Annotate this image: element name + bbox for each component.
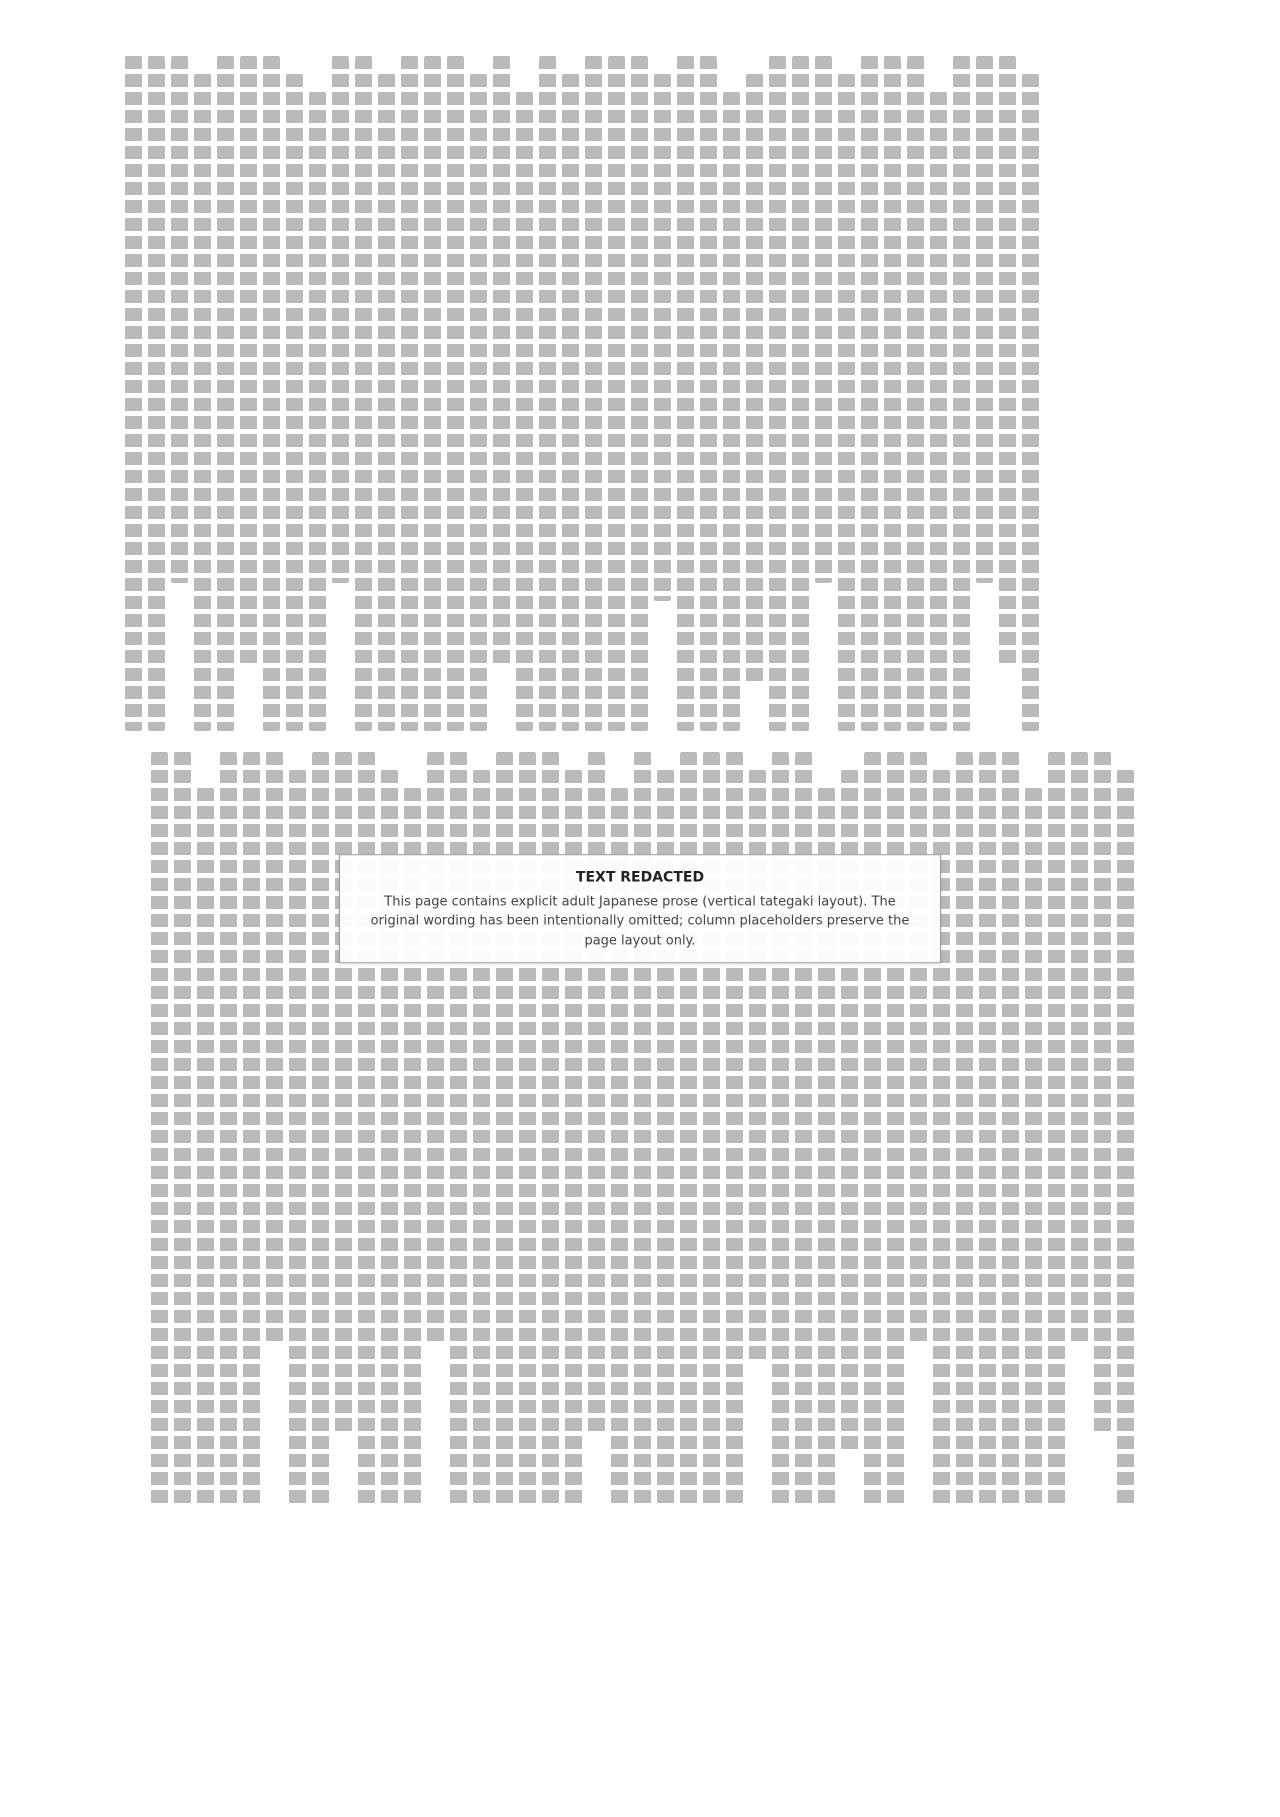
text-column	[953, 56, 970, 731]
text-column	[769, 56, 786, 731]
redaction-title: TEXT REDACTED	[575, 868, 705, 885]
text-column	[171, 56, 188, 583]
text-column	[1071, 752, 1088, 1342]
text-column	[243, 752, 260, 1508]
text-column	[723, 92, 740, 731]
text-column	[1002, 752, 1019, 1508]
text-column	[197, 788, 214, 1508]
text-column	[263, 56, 280, 731]
text-column	[266, 752, 283, 1342]
text-column	[220, 752, 237, 1508]
text-column	[979, 752, 996, 1508]
text-column	[585, 56, 602, 731]
text-column	[217, 56, 234, 731]
text-column	[838, 74, 855, 731]
text-column	[378, 74, 395, 731]
text-column	[746, 74, 763, 682]
text-column	[355, 56, 372, 731]
text-column	[792, 56, 809, 731]
text-column	[631, 56, 648, 731]
text-column	[174, 752, 191, 1508]
text-column	[976, 56, 993, 583]
text-column	[151, 752, 168, 1508]
text-column	[286, 74, 303, 731]
text-column	[677, 56, 694, 731]
text-column	[447, 56, 464, 731]
text-column	[1117, 770, 1134, 1508]
text-column	[562, 74, 579, 731]
text-column	[815, 56, 832, 583]
text-column	[332, 56, 349, 583]
text-column	[312, 752, 329, 1508]
text-column	[470, 74, 487, 731]
text-column	[539, 56, 556, 731]
text-column	[861, 56, 878, 731]
text-column	[1025, 788, 1042, 1508]
text-column	[401, 56, 418, 731]
text-column	[289, 770, 306, 1508]
text-column	[125, 56, 142, 731]
text-column	[999, 56, 1016, 664]
text-column	[700, 56, 717, 731]
text-column	[309, 92, 326, 731]
redaction-message: This page contains explicit adult Japanese prose (vertical tategaki layout). The original wording has been intentionally omitted; column placeholders preserve the page layout only.	[370, 893, 910, 948]
text-column	[884, 56, 901, 731]
text-column	[1022, 74, 1039, 731]
text-column	[427, 752, 444, 1342]
text-column	[654, 74, 671, 601]
text-column	[240, 56, 257, 664]
text-column	[930, 92, 947, 731]
text-column	[148, 56, 165, 731]
text-column	[956, 752, 973, 1508]
text-column	[1094, 752, 1111, 1432]
text-column	[493, 56, 510, 664]
text-column	[910, 752, 927, 1342]
text-column	[907, 56, 924, 731]
text-column	[608, 56, 625, 731]
text-column	[194, 74, 211, 731]
text-block-top	[113, 56, 1039, 731]
text-column	[516, 92, 533, 731]
text-column	[1048, 752, 1065, 1508]
text-column	[424, 56, 441, 731]
redaction-notice	[339, 854, 941, 964]
